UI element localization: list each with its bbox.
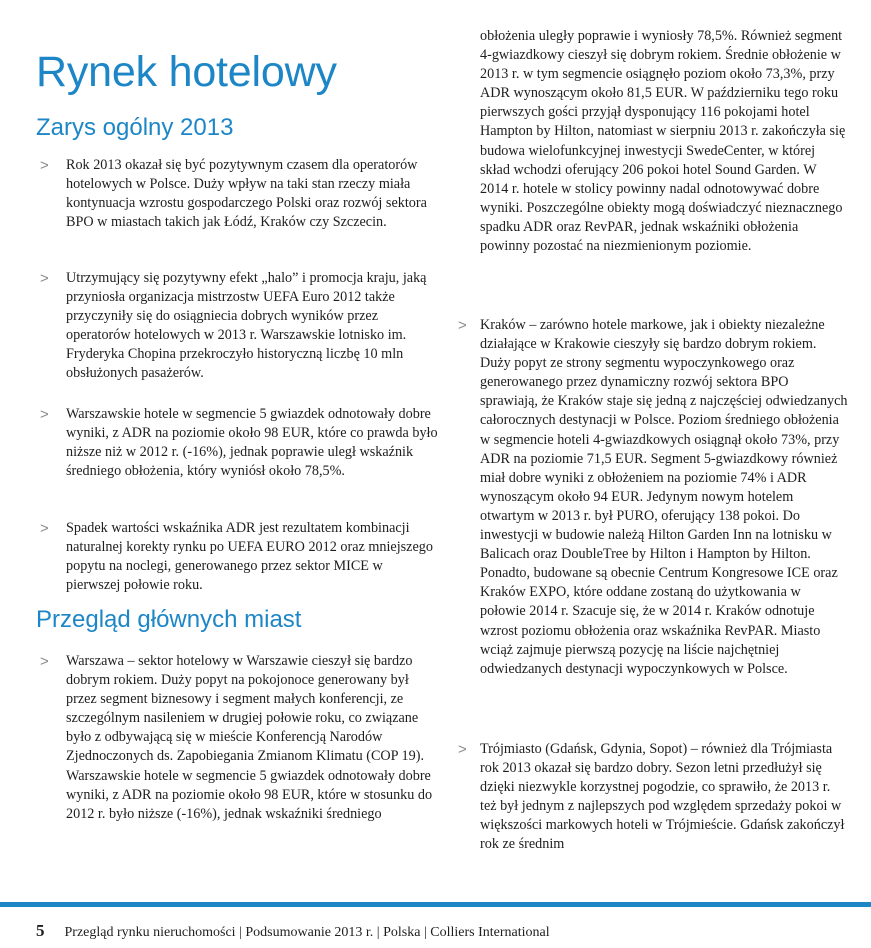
paragraph-2013-overview [40,156,438,232]
section-heading-overview: Zarys ogólny 2013 [36,114,234,141]
paragraph-text: Trójmiasto (Gdańsk, Gdynia, Sopot) – również dla Trójmiasta rok 2013 okazał się bardzo dobry. Sezon letni przedłużył się dzięki niezwykle korzystnej pogodzie, co sprawiło, że 2013 r. też był jednym z najlepszych pod względem sprzedaży pokoi w większości markowych hoteli w Trójmieście. Gdańsk zakończył rok ze średnim [480,741,845,853]
page-title: Rynek hotelowy [36,48,337,96]
bullet-chevron-icon: > [458,317,467,334]
paragraph-warsaw-5-star [40,405,438,481]
page-number: 5 [36,921,45,940]
paragraph-tricity [458,740,848,855]
bullet-chevron-icon: > [40,157,49,174]
paragraph-text: Spadek wartości wskaźnika ADR jest rezultatem kombinacji naturalnej korekty rynku po UEFA EURO 2012 oraz mniejszego popytu na noclegi, generowanego przez sektor MICE w pierwszej połowie roku. [66,520,433,594]
paragraph-text: obłożenia uległy poprawie i wyniosły 78,5%. Również segment 4-gwiazdkowy cieszył się dobrym rokiem. Średnie obłożenie w 2013 r. w tym segmencie osiągnęło poziom około 73,3%, przy ADR wynoszącym około 81,5 EUR. W październiku tego roku pierwszych gości przyjął dysponujący 116 pokojami hotel Hampton by Hilton, natomiast w sierpniu 2013 r. zakończyła się budowa wielofunkcyjnej inwestycji SwedeCenter, w której skład wchodzi oferujący 206 pokoi hotel Sound Garden. W 2014 r. hotele w stolicy powinny nadal odnotowywać dobre wyniki. Poszczególne obiekty mogą doświadczyć nieznacznego spadku ADR oraz RevPAR, jednak wskaźniki obłożenia powinny pozostać na niezmienionym poziomie. [480,28,846,255]
paragraph-warsaw-continued [480,27,848,256]
footer-divider [0,902,871,907]
paragraph-text: Utrzymujący się pozytywny efekt „halo” i promocja kraju, jaką przyniosła organizacja mistrzostw UEFA Euro 2012 także przyczyniły się do osiągniecia dobrych wyników przez operatorów hotelowych w 2013 r. Warszawskie lotnisko im. Fryderyka Chopina przekroczyło historyczną liczbę 10 mln obsłużonych pasażerów. [66,270,427,382]
paragraph-text: Warszawskie hotele w segmencie 5 gwiazdek odnotowały dobre wyniki, z ADR na poziomie około 98 EUR, które co prawda było niższe niż w 2012 r. (-16%), jednak poprawie uległ wskaźnik średniego obłożenia, który wyniósł około 78,5%. [66,406,438,480]
bullet-chevron-icon: > [458,741,467,758]
page-footer [36,922,550,942]
bullet-chevron-icon: > [40,653,49,670]
paragraph-adr-decline [40,519,438,595]
paragraph-text: Rok 2013 okazał się być pozytywnym czasem dla operatorów hotelowych w Polsce. Duży wpływ na taki stan rzeczy miała kontynuacja wzrostu gospodarczego Polski oraz rozwój sektora BPO w miastach takich jak Łódź, Kraków czy Szczecin. [66,157,427,231]
bullet-chevron-icon: > [40,406,49,423]
paragraph-warsaw [40,652,438,824]
footer-text: Przegląd rynku nieruchomości | Podsumowanie 2013 r. | Polska | Colliers International [64,925,550,940]
section-heading-cities: Przegląd głównych miast [36,606,302,633]
paragraph-halo-effect [40,269,438,384]
bullet-chevron-icon: > [40,270,49,287]
paragraph-krakow [458,316,848,679]
bullet-chevron-icon: > [40,520,49,537]
paragraph-text: Kraków – zarówno hotele markowe, jak i obiekty niezależne działające w Krakowie cieszyły się bardzo dobrym rokiem. Duży popyt ze strony segmentu wypoczynkowego oraz generowanego przez dynamiczny rozwój sektora BPO sprawiają, że Kraków staje się jedną z najczęściej odwiedzanych całorocznych destynacji w Polsce. Poziom średniego obłożenia w segmencie hoteli 4-gwiazdkowych osiągnął około 73%, przy ADR na poziomie 71,5 EUR. Segment 5-gwiazdkowy również miał dobre wyniki z obłożeniem na poziomie 74% i ADR wynoszącym około 94 EUR. Jedynym nowym hotelem otwartym w 2013 r. był PURO, oferujący 138 pokoi. Do inwestycji w budowie należą Hilton Garden Inn na lotnisku w Balicach oraz DoubleTree by Hilton i Hampton by Hilton. Ponadto, budowane są obecnie Centrum Kongresowe ICE oraz Kraków EXPO, które oddane zostaną do użytkowania w połowie 2014 r. Szacuje się, że w 2014 r. Kraków odnotuje wzrost poziomu obłożenia oraz wskaźnika RevPAR. Miasto wciąż zajmuje pierwszą pozycję na liście najchętniej odwiedzanych destynacji wypoczynkowych w Polsce. [480,317,848,677]
paragraph-text: Warszawa – sektor hotelowy w Warszawie cieszył się bardzo dobrym rokiem. Duży popyt na pokojonoce generowany był przez segment biznesowy i segment małych konferencji, ze szczególnym nasileniem w drugiej połowie roku, co związane było z odbywającą się w mieście Konferencją Narodów Zjednoczonych ds. Zapobiegania Zmianom Klimatu (COP 19). Warszawskie hotele w segmencie 5 gwiazdek odnotowały dobre wyniki, z ADR na poziomie około 98 EUR, które w stosunku do 2012 r. było niższe (-16%), jednak wskaźniki średniego [66,653,433,822]
